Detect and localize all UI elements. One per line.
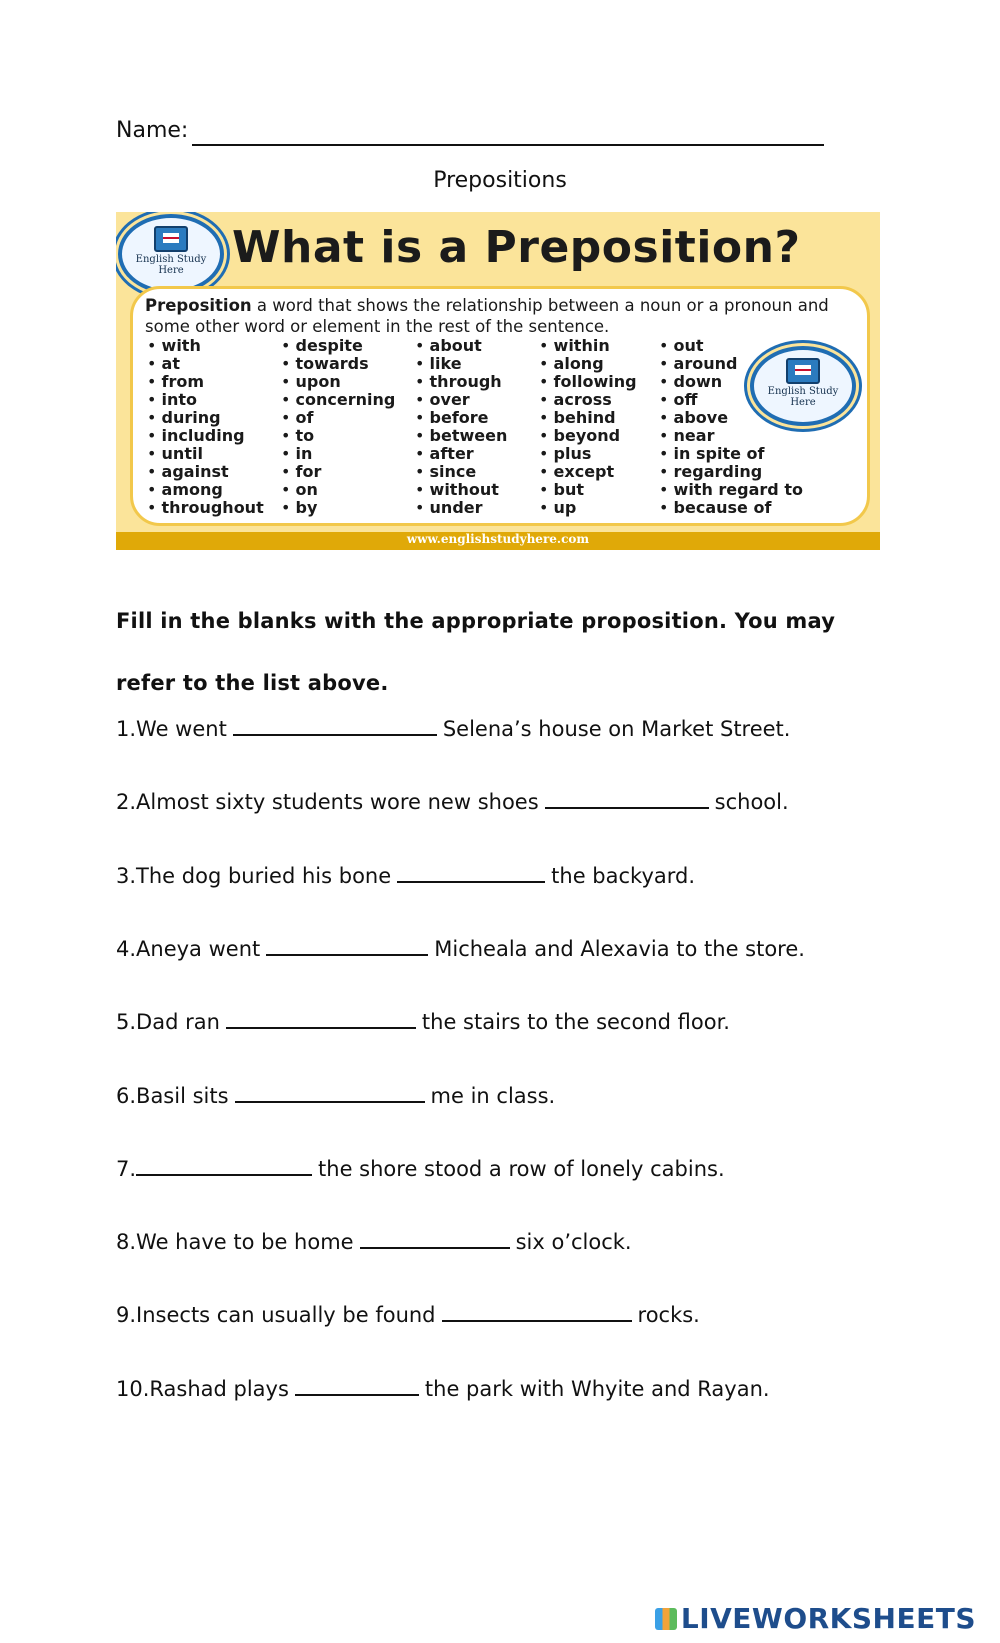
preposition-item: • above: [659, 409, 803, 427]
definition: [145, 295, 845, 337]
answer-blank[interactable]: [360, 1229, 510, 1249]
question-text-before: 6.Basil sits: [116, 1083, 229, 1108]
question-text-before: 9.Insects can usually be found: [116, 1303, 436, 1328]
preposition-item: • despite: [281, 337, 395, 355]
preposition-item: • near: [659, 427, 803, 445]
website-url: www.englishstudyhere.com: [406, 532, 590, 546]
preposition-item: • with: [147, 337, 264, 355]
preposition-item: • until: [147, 445, 264, 463]
preposition-item: • up: [539, 499, 637, 517]
preposition-item: • out: [659, 337, 803, 355]
preposition-item: • towards: [281, 355, 395, 373]
answer-blank[interactable]: [545, 789, 709, 809]
preposition-item: • down: [659, 373, 803, 391]
answer-blank[interactable]: [235, 1083, 425, 1103]
question-text-before: 4.Aneya went: [116, 936, 261, 961]
definition-term: Preposition: [145, 296, 252, 315]
preposition-infographic: [116, 212, 880, 550]
preposition-item: • into: [147, 391, 264, 409]
preposition-item: • following: [539, 373, 637, 391]
liveworksheets-logo-icon: [655, 1608, 677, 1630]
question-text-after: the park with Whyite and Rayan.: [424, 1376, 770, 1401]
question-text-after: the shore stood a row of lonely cabins.: [318, 1156, 725, 1181]
preposition-item: • across: [539, 391, 637, 409]
question-text-before: 1.We went: [116, 717, 227, 741]
question-9: [116, 1302, 700, 1327]
preposition-item: • among: [147, 481, 264, 499]
preposition-item: • during: [147, 409, 264, 427]
preposition-item: • along: [539, 355, 637, 373]
watermark-text: LIVEWORKSHEETS: [680, 1602, 976, 1635]
book-icon: [154, 226, 188, 252]
preposition-item: • without: [415, 481, 507, 499]
preposition-item: • about: [415, 337, 507, 355]
preposition-item: • in: [281, 445, 395, 463]
preposition-item: • including: [147, 427, 264, 445]
question-5: [116, 1009, 730, 1034]
preposition-item: • off: [659, 391, 803, 409]
answer-blank[interactable]: [226, 1009, 416, 1029]
preposition-item: • beyond: [539, 427, 637, 445]
question-2: [116, 789, 789, 814]
question-3: [116, 863, 695, 888]
book-icon: [786, 358, 820, 384]
question-text-after: six o’clock.: [515, 1230, 632, 1255]
preposition-item: • because of: [659, 499, 803, 517]
preposition-column-4: [539, 337, 637, 517]
preposition-item: • with regard to: [659, 481, 803, 499]
question-text-after: the backyard.: [551, 863, 696, 888]
answer-blank[interactable]: [136, 1156, 312, 1176]
name-blank-line[interactable]: [192, 144, 824, 146]
preposition-item: • concerning: [281, 391, 395, 409]
logo-label: English Study Here: [135, 254, 207, 276]
question-text-before: 8.We have to be home: [116, 1230, 354, 1255]
question-text-before: 2.Almost sixty students wore new shoes: [116, 790, 539, 815]
preposition-item: • throughout: [147, 499, 264, 517]
preposition-item: • within: [539, 337, 637, 355]
question-text-before: 7.: [116, 1156, 137, 1181]
question-text-after: rocks.: [637, 1303, 700, 1328]
english-study-here-logo: [118, 214, 224, 294]
definition-text: a word that shows the relationship between a noun or a pronoun and some other word or element in the rest of the sentence.: [145, 296, 829, 336]
preposition-item: • behind: [539, 409, 637, 427]
preposition-item: • since: [415, 463, 507, 481]
preposition-item: • through: [415, 373, 507, 391]
preposition-item: • to: [281, 427, 395, 445]
preposition-item: • from: [147, 373, 264, 391]
question-text-after: school.: [714, 790, 789, 815]
instructions: Fill in the blanks with the appropriate proposition. You may refer to the list above.: [116, 609, 836, 695]
preposition-item: • at: [147, 355, 264, 373]
preposition-item: • plus: [539, 445, 637, 463]
question-text-before: 10.Rashad plays: [116, 1376, 289, 1401]
page-title: Prepositions: [433, 168, 567, 193]
preposition-column-3: [415, 337, 507, 517]
preposition-item: • before: [415, 409, 507, 427]
question-text-after: Selena’s house on Market Street.: [442, 717, 791, 741]
answer-blank[interactable]: [233, 716, 437, 736]
answer-blank[interactable]: [397, 863, 545, 883]
liveworksheets-watermark: [655, 1602, 976, 1635]
banner-title: What is a Preposition?: [232, 222, 801, 273]
question-4: [116, 936, 805, 961]
preposition-item: • on: [281, 481, 395, 499]
preposition-column-1: [147, 337, 264, 517]
question-text-after: me in class.: [430, 1083, 556, 1108]
name-label: Name:: [116, 118, 189, 143]
english-study-here-logo-2: [750, 346, 856, 426]
preposition-item: • after: [415, 445, 507, 463]
preposition-item: • over: [415, 391, 507, 409]
answer-blank[interactable]: [266, 936, 428, 956]
question-6: [116, 1083, 555, 1108]
answer-blank[interactable]: [295, 1376, 419, 1396]
question-1: [116, 716, 790, 741]
preposition-item: • by: [281, 499, 395, 517]
question-text-before: 5.Dad ran: [116, 1010, 220, 1035]
answer-blank[interactable]: [442, 1302, 632, 1322]
preposition-item: • between: [415, 427, 507, 445]
preposition-item: • but: [539, 481, 637, 499]
preposition-item: • against: [147, 463, 264, 481]
logo-label-2: English Study Here: [767, 386, 839, 408]
preposition-item: • around: [659, 355, 803, 373]
question-10: [116, 1376, 770, 1401]
preposition-item: • like: [415, 355, 507, 373]
question-8: [116, 1229, 632, 1254]
preposition-item: • for: [281, 463, 395, 481]
preposition-item: • of: [281, 409, 395, 427]
preposition-item: • except: [539, 463, 637, 481]
question-7: [116, 1156, 725, 1181]
question-text-before: 3.The dog buried his bone: [116, 863, 392, 888]
preposition-item: • under: [415, 499, 507, 517]
preposition-item: • upon: [281, 373, 395, 391]
question-text-after: the stairs to the second floor.: [421, 1010, 730, 1035]
preposition-item: • in spite of: [659, 445, 803, 463]
preposition-column-2: [281, 337, 395, 517]
question-text-after: Micheala and Alexavia to the store.: [434, 936, 805, 961]
preposition-item: • regarding: [659, 463, 803, 481]
